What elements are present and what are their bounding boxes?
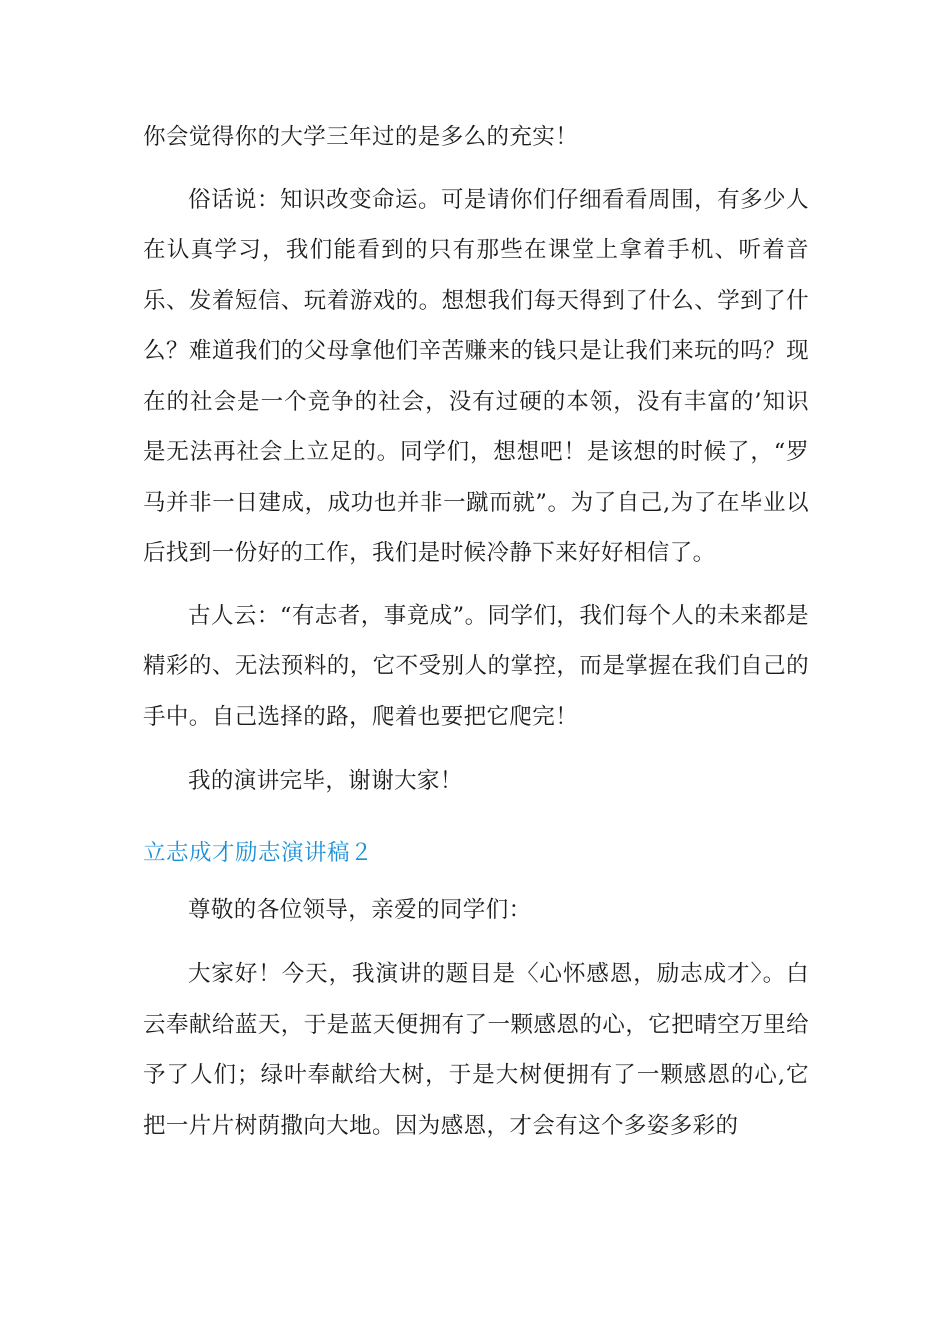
paragraph-ancient-saying: 古人云：“有志者，事竟成”。同学们，我们每个人的未来都是精彩的、无法预料的，它不受别人的掌控，而是掌握在我们自己的手中。自己选择的路，爬着也要把它爬完！	[143, 602, 809, 730]
paragraph-continuation: 你会觉得你的大学三年过的是多么的充实！	[143, 124, 579, 150]
paragraph-closing: 我的演讲完毕，谢谢大家！	[188, 768, 463, 794]
paragraph-knowledge: 俗话说：知识改变命运。可是请你们仔细看看周围，有多少人在认真学习，我们能看到的只有那些在课堂上拿着手机、听着音乐、发着短信、玩着游戏的。想想我们每天得到了什么、学到了什么？难道我们的父母拿他们辛苦赚来的钱只是让我们来玩的吗？现在的社会是一个竞争的社会，没有过硬的本领，没有丰富的’知识是无法再社会上立足的。同学们，想想吧！是该想的时候了，“罗马并非一日建成，成功也并非一蹴而就”。为了自己,为了在毕业以后找到一份好的工作，我们是时候冷静下来好好相信了。	[143, 186, 809, 566]
document-page	[143, 112, 809, 1151]
paragraph-intro: 大家好！今天，我演讲的题目是〈心怀感恩，励志成才〉。白云奉献给蓝天，于是蓝天便拥有了一颗感恩的心，它把晴空万里给予了人们；绿叶奉献给大树，于是大树便拥有了一颗感恩的心,它把一片片树荫撒向大地。因为感恩，才会有这个多姿多彩的	[143, 961, 809, 1139]
section-title: 立志成才励志演讲稿２	[143, 839, 374, 866]
paragraph-greeting: 尊敬的各位领导，亲爱的同学们：	[188, 896, 532, 923]
